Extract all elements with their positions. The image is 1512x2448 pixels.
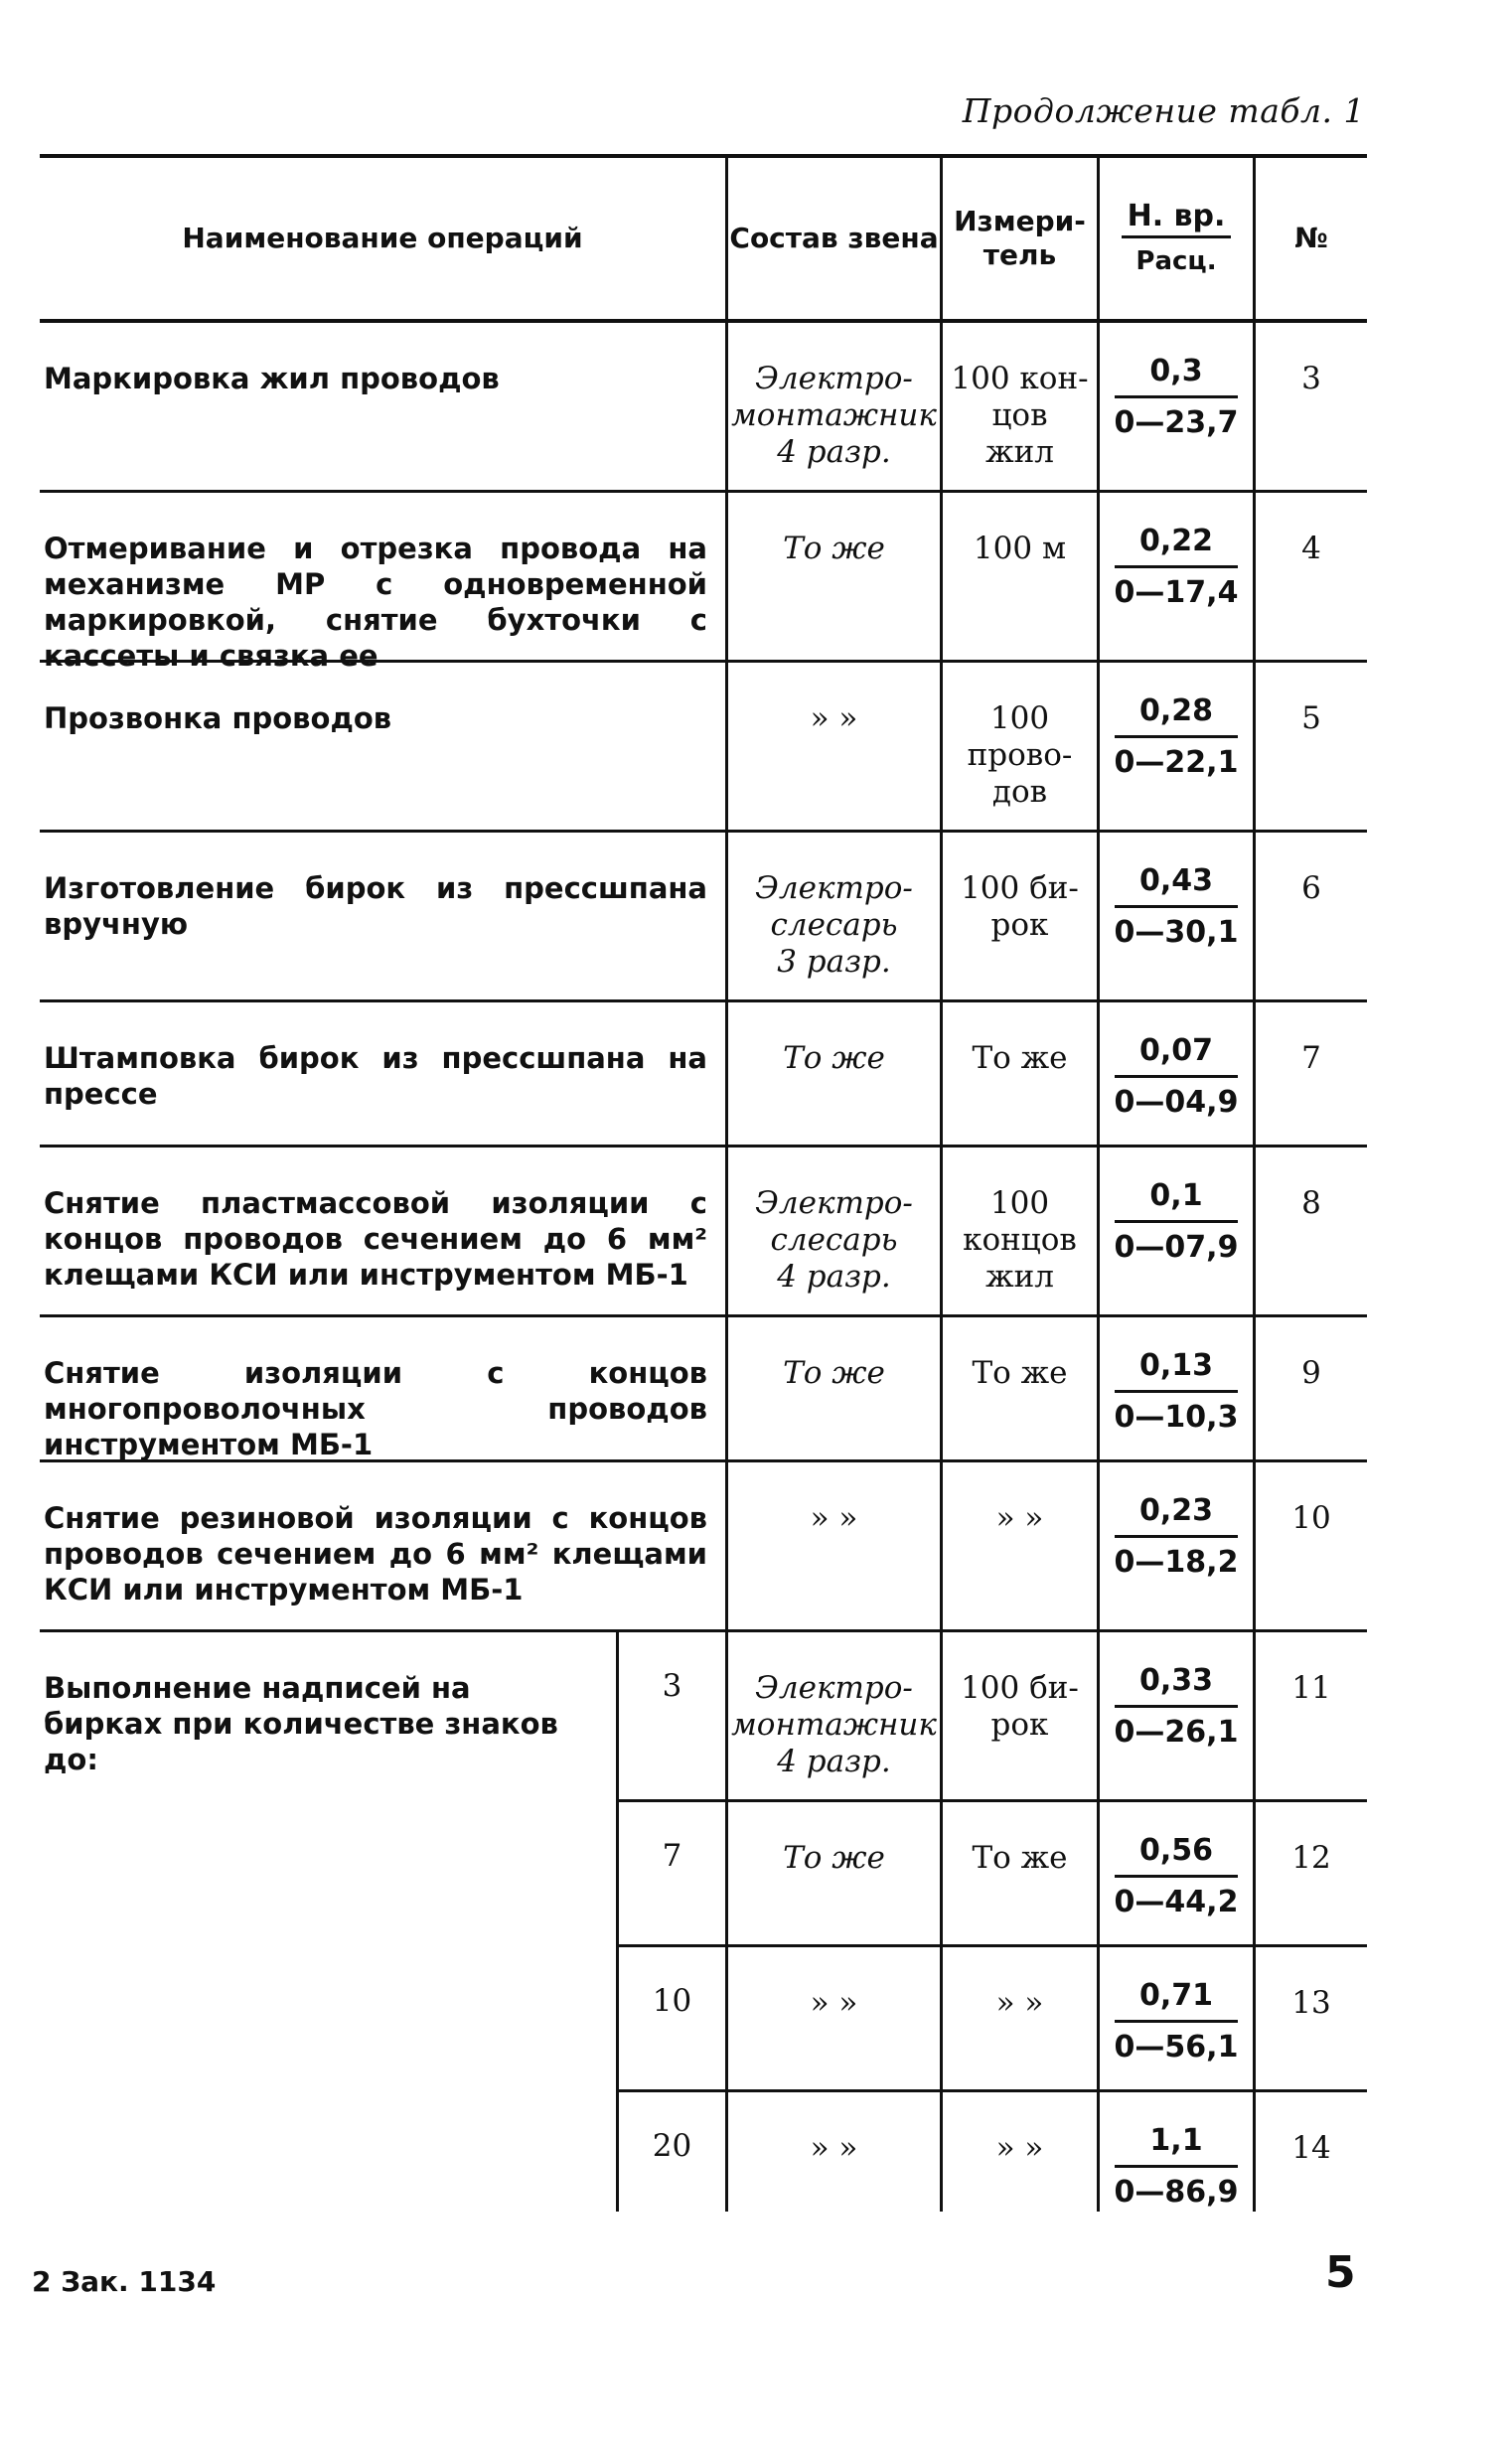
norm-rate: [1097, 1002, 1256, 1145]
operation-name: Изготовление бирок из прессшпана вручную: [44, 871, 707, 941]
row-number: 3: [1301, 361, 1321, 396]
table-row: [40, 833, 1367, 1002]
norm-time: 0,22: [1115, 523, 1239, 568]
row-number: 14: [1291, 2130, 1331, 2166]
row-number: 7: [1301, 1040, 1321, 1076]
unit-measure: 100 концов жил: [940, 1148, 1097, 1314]
team-composition: » »: [725, 1947, 940, 2089]
norm-time: 0,56: [1115, 1832, 1239, 1878]
operation-name: Штамповка бирок из прессшпана на прессе: [44, 1041, 707, 1111]
row-number: 12: [1291, 1840, 1331, 1876]
sign-count: 10: [652, 1983, 692, 2019]
row-number: 10: [1291, 1500, 1331, 1536]
rate-value: 0—04,9: [1114, 1085, 1239, 1120]
unit-measure: То же: [940, 1002, 1097, 1145]
row-number: 11: [1291, 1670, 1331, 1706]
team-composition: То же: [725, 1802, 940, 1944]
norm-time: 0,33: [1115, 1662, 1239, 1708]
header-norm-num: Н. вр.: [1122, 200, 1232, 238]
rate-value: 0—10,3: [1114, 1400, 1239, 1435]
group-row: [619, 1632, 1367, 1802]
norms-table: [40, 154, 1367, 2212]
norm-rate: [1097, 1148, 1256, 1314]
unit-measure: 100 м: [940, 493, 1097, 660]
unit-measure: » »: [940, 1462, 1097, 1629]
sign-count: 7: [662, 1838, 682, 1874]
operation-name: Прозвонка проводов: [44, 701, 392, 735]
rate-value: 0—07,9: [1114, 1230, 1239, 1265]
norm-time: 1,1: [1115, 2122, 1239, 2168]
table-row: [40, 493, 1367, 673]
team-composition: » »: [725, 1462, 940, 1629]
norm-time: 0,23: [1115, 1492, 1239, 1538]
rate-value: 0—30,1: [1114, 915, 1239, 950]
sign-count: 20: [652, 2128, 692, 2164]
norm-time: 0,3: [1115, 353, 1239, 398]
header-norm-den: Расц.: [1135, 245, 1217, 276]
team-composition: То же: [725, 1317, 940, 1459]
unit-measure: » »: [940, 2092, 1097, 2212]
norm-rate: [1097, 1462, 1256, 1629]
group-row: [619, 2092, 1367, 2212]
row-number: 13: [1291, 1985, 1331, 2021]
rate-value: 0—17,4: [1114, 575, 1239, 610]
norm-rate: [1097, 323, 1256, 490]
table-row: [40, 1462, 1367, 1632]
group-name: Выполнение надписей на бирках при количестве знаков до:: [40, 1632, 619, 2212]
header-unit: Измери- тель: [940, 158, 1097, 319]
rate-value: 0—18,2: [1114, 1545, 1239, 1580]
rate-value: 0—44,2: [1114, 1885, 1239, 1919]
unit-measure: 100 кон- цов жил: [940, 323, 1097, 490]
rate-value: 0—26,1: [1114, 1715, 1239, 1750]
page-number: 5: [1325, 2247, 1356, 2298]
norm-time: 0,43: [1115, 862, 1239, 908]
rate-value: 0—86,9: [1114, 2175, 1239, 2210]
row-number: 6: [1301, 870, 1321, 906]
norm-rate: [1097, 833, 1256, 999]
norm-rate: [1097, 1947, 1256, 2089]
row-number: 5: [1301, 700, 1321, 736]
norm-rate: [1097, 1632, 1256, 1799]
row-number: 8: [1301, 1185, 1321, 1221]
team-composition: » »: [725, 663, 940, 830]
team-composition: » »: [725, 2092, 940, 2212]
table-row: [40, 1002, 1367, 1148]
unit-measure: 100 прово- дов: [940, 663, 1097, 830]
operation-name: Снятие изоляции с концов многопроволочных проводов инструментом МБ-1: [44, 1356, 707, 1461]
team-composition: Электро- монтажник 4 разр.: [725, 1632, 940, 1799]
unit-measure: То же: [940, 1802, 1097, 1944]
team-composition: Электро- монтажник 4 разр.: [725, 323, 940, 490]
header-name: Наименование операций: [182, 222, 583, 254]
rate-value: 0—23,7: [1114, 405, 1239, 440]
norm-rate: [1097, 1317, 1256, 1459]
norm-rate: [1097, 493, 1256, 660]
table-row: [40, 663, 1367, 833]
table-row: [40, 1317, 1367, 1462]
norm-rate: [1097, 663, 1256, 830]
norm-time: 0,28: [1115, 692, 1239, 738]
norm-time: 0,07: [1115, 1032, 1239, 1078]
norm-rate: [1097, 1802, 1256, 1944]
norm-time: 0,1: [1115, 1177, 1239, 1223]
table-header: [40, 158, 1367, 323]
unit-measure: » »: [940, 1947, 1097, 2089]
row-number: 4: [1301, 531, 1321, 566]
rate-value: 0—56,1: [1114, 2030, 1239, 2065]
operation-name: Снятие резиновой изоляции с концов проводов сечением до 6 мм² клещами КСИ или инструментом МБ-1: [44, 1501, 707, 1606]
team-composition: Электро- слесарь 4 разр.: [725, 1148, 940, 1314]
print-code: 2 Зак. 1134: [32, 2265, 217, 2298]
rate-value: 0—22,1: [1114, 745, 1239, 780]
header-team: Состав звена: [725, 158, 940, 319]
operation-name: Маркировка жил проводов: [44, 362, 500, 395]
header-no: №: [1294, 222, 1328, 254]
norm-rate: [1097, 2092, 1256, 2212]
team-composition: То же: [725, 493, 940, 660]
unit-measure: 100 би- рок: [940, 1632, 1097, 1799]
group-row: [619, 1802, 1367, 1947]
operation-name: Снятие пластмассовой изоляции с концов проводов сечением до 6 мм² клещами КСИ или инструментом МБ-1: [44, 1186, 707, 1292]
row-number: 9: [1301, 1355, 1321, 1391]
group-section: [40, 1632, 1367, 2212]
header-norm: [1097, 158, 1256, 319]
sign-count: 3: [662, 1668, 682, 1704]
norm-time: 0,71: [1115, 1977, 1239, 2023]
table-row: [40, 1148, 1367, 1317]
group-row: [619, 1947, 1367, 2092]
table-caption: Продолжение табл. 1: [962, 91, 1365, 130]
unit-measure: 100 би- рок: [940, 833, 1097, 999]
table-row: [40, 323, 1367, 493]
team-composition: Электро- слесарь 3 разр.: [725, 833, 940, 999]
team-composition: То же: [725, 1002, 940, 1145]
operation-name: Отмеривание и отрезка провода на механизме МР с одновременной маркировкой, снятие бухточки с кассеты и связка ее: [44, 532, 707, 673]
norm-time: 0,13: [1115, 1347, 1239, 1393]
unit-measure: То же: [940, 1317, 1097, 1459]
